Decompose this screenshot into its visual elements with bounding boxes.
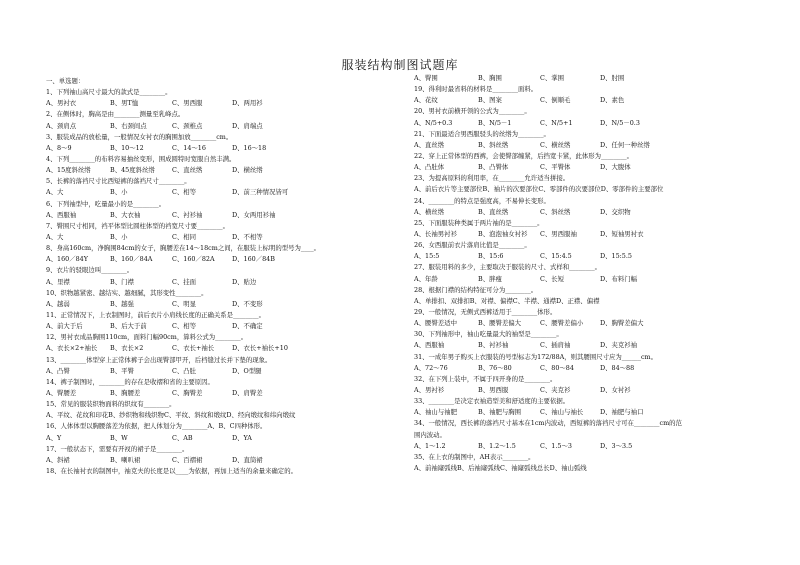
right-column [414,73,744,474]
answer-option: C、斜丝绺 [540,207,571,216]
answer-option: D、横丝绺 [232,166,263,175]
answer-option: D、160／84B [232,255,275,264]
answer-options [46,210,376,221]
answer-option: C、直丝绺 [172,166,203,175]
answer-option: C、腰臀差偏小 [540,319,584,328]
answer-option: D、不确定 [232,322,263,331]
answer-options [46,232,376,243]
answer-options [414,441,744,452]
answer-option: C、男西服袖 [540,229,577,238]
question-text: 7、臀围尺寸相同，裆平体型比圆柱体型的裆宽尺寸要________。 [46,221,230,230]
section-heading: 一、单选题： [46,77,85,85]
answer-option: D、交织物 [600,207,631,216]
answer-option: A、Y [46,433,62,442]
answer-option: C、掌围 [540,74,565,82]
answer-option: C、衬衫袖 [172,210,203,219]
answer-options [46,143,376,154]
answer-option: A、160／84Y [46,255,88,264]
question-text: 6、下列袖型中，吃量最小的是________。 [46,199,166,208]
answer-option: A、横丝绺 [414,207,445,216]
question-text: 23、为提高原料的利用率，在________允许适当拼接。 [414,174,570,183]
answer-option: A、大 [46,232,64,241]
answer-option: B、男西服 [478,385,509,394]
question-text: 32、在下列上装中，不属于四开身的是________。 [414,374,557,383]
question-text: 16、人体体型以胸腰落差为依据，把人体划分为________A、B、C四种体形。 [46,422,267,431]
question-text: A、平纹、花纹和印花B、纱织物和线织物C、平纹、斜纹和缎纹D、经向缎纹和纬向缎纹 [46,411,296,420]
answer-option: B、图案 [478,96,502,105]
answer-option: A、15度斜丝绺 [46,166,91,175]
answer-options [46,388,376,399]
answer-option: D、女两用衫袖 [232,210,276,219]
answer-option: B、平臀 [110,366,134,375]
answer-options [414,318,744,329]
answer-option: A、越弱 [46,299,70,308]
answer-option: C、15:4.5 [540,252,572,261]
answer-options [46,321,376,332]
answer-options [414,340,744,351]
answer-options [46,254,376,265]
answer-option: D、直筒裙 [232,455,263,464]
question-text: 26、女西服前衣片落肩比值是________。 [414,241,531,250]
answer-option: B、直丝绺 [478,207,509,216]
answer-option: A、N/5+0.3 [414,118,453,127]
answer-option: A、男衬衣 [46,99,77,108]
answer-option: B、45度斜丝绺 [110,166,155,175]
answer-option: C、相同 [172,232,197,241]
answer-option: B、胸腰差 [110,388,141,397]
answer-option: D、短袖男衬衣 [600,229,644,238]
answer-option: D、84～88 [600,363,635,372]
answer-options [46,165,376,176]
answer-option: C、1.5～3 [540,441,572,450]
question-text: A、前袖窿弧线B、后袖窿弧线C、袖窿弧线总长D、袖山弧线 [414,463,587,472]
answer-option: A、15:5 [414,252,440,261]
answer-option: B、越强 [110,299,134,308]
answer-options [414,407,744,418]
answer-option: C、袖山与袖长 [540,408,584,417]
question-text: 33、________是决定衣袖造型美和舒适度的主要依据。 [414,397,570,406]
answer-options [414,95,744,106]
question-text: 17、一般状态下，需要有开衩的裙子是________。 [46,444,189,453]
answer-option: D、15:5.5 [600,252,632,261]
answer-option: D、任何一种丝绺 [600,140,650,149]
answer-option: A、斜裙 [46,455,70,464]
question-text: 29、一般情况，无侧式西裤适用于________体形。 [414,307,557,316]
answer-option: D、贴边 [232,277,257,286]
answer-option: D、不相等 [232,232,263,241]
answer-option: D、N/5－0.3 [600,118,640,127]
answer-option: B、160／84A [110,255,153,264]
answer-option: D、16～18 [232,143,267,152]
answer-option: D、O型腿 [232,366,262,375]
answer-options [46,277,376,288]
question-text: 28、根据门襟的结构特征可分为________。 [414,285,538,294]
answer-option: A、男衬衫 [414,385,445,394]
answer-option: A、西服袖 [414,341,445,350]
answer-options [414,140,744,151]
answer-option: C、160／82A [172,255,215,264]
answer-option: C、相等 [172,188,197,197]
question-text: 24、________的特点是强度高，不易伸长变形。 [414,196,550,205]
answer-option: D、肘围 [600,74,625,82]
answer-option: A、前大于后 [46,322,83,331]
answer-option: C、明显 [172,299,197,308]
question-text: A、单排扣、双排扣B、对襟、偏襟C、半襟、通襟D、正襟、偏襟 [414,296,600,305]
answer-option: A、臀围 [414,74,438,82]
answer-option: B、袖肥与胸围 [478,408,522,417]
answer-option: B、15:6 [478,252,504,261]
answer-option: A、臀腰差 [46,388,77,397]
answer-option: D、大腹体 [600,163,631,172]
answer-option: B、凸臀体 [478,163,509,172]
answer-options [46,455,376,466]
answer-option: D、不变形 [232,299,263,308]
answer-option: D、肩端点 [232,121,263,130]
answer-option: B、1.2～1.5 [478,441,516,450]
answer-options [414,162,744,173]
answer-option: A、1～1.2 [414,441,446,450]
answer-option: C、倒顺毛 [540,96,571,105]
answer-option: C、插肩袖 [540,341,571,350]
answer-option: D、女衬衫 [600,385,631,394]
question-text: 2、在侧体时，胸高是由________测量至乳峰点。 [46,110,185,119]
question-text: A、前后衣片等主要部位B、袖片的次要部位C、零部件的次要部位D、零部件的主要部位 [414,185,664,194]
answer-option: D、前三种情况皆可 [232,188,289,197]
answer-option: B、10～12 [110,143,144,152]
answer-option: D、YA [232,433,252,442]
answer-option: A、花纹 [414,96,438,105]
answer-options [414,274,744,285]
answer-options [46,366,376,377]
answer-option: C、N/5+1 [540,118,573,127]
question-text: 27、服装用料的多少，主要取决于服装的尺寸、式样和________。 [414,263,602,272]
answer-option: B、76～80 [478,363,512,372]
answer-options [414,118,744,129]
answer-option: B、斜丝绺 [478,140,509,149]
question-text: 13、________体型穿上正常体裤子会出现臀部甲开，后档缝过长并下垫的现象。 [46,355,272,364]
answer-option: C、百褶裙 [172,455,203,464]
answer-option: B、小 [110,188,128,197]
answer-option: C、颈椎点 [172,121,203,130]
answer-option: D、肩臀差 [232,388,263,397]
answer-option: B、大衣袖 [110,210,141,219]
question-text: 3、服装成品的放松量，一般情况女衬衣的胸围加放________cm。 [46,132,233,141]
answer-option: B、胖瘦 [478,274,502,283]
question-text: 25、下面服装种类属于两片袖的是________。 [414,218,544,227]
answer-options [46,121,376,132]
answer-option: B、右颈间点 [110,121,147,130]
question-text: 21、下面最适合男西服驳头的丝绺为________。 [414,129,550,138]
answer-option: C、相等 [172,322,197,331]
answer-options [46,433,376,444]
question-text: 18、在长袖衬衣的制图中，袖克夫的长度是以____为依据，再加上适当的余量来确定的。 [46,466,297,475]
answer-option: A、袖山与袖肥 [414,408,457,417]
question-text: 15、常见的服装织物面料的织纹有________。 [46,400,176,409]
answer-options [414,229,744,240]
question-text: 4、下列________的布料容易抽丝变形，围成圆特时宽服自然丰满。 [46,154,236,163]
answer-option: C、14～16 [172,143,206,152]
left-column [46,76,376,477]
answer-options [414,73,744,84]
question-text: 9、衣片的驳眼边叫________。 [46,266,134,275]
answer-option: A、凸肚体 [414,163,445,172]
answer-option: B、男T恤 [110,99,139,108]
question-text: 20、男衬衣前横开领的公式为________。 [414,107,531,116]
answer-option: B、腰臀差偏大 [478,319,522,328]
answer-option: A、西服袖 [46,210,77,219]
answer-option: C、夹克衫 [540,385,571,394]
answer-options [46,343,376,354]
question-text: 31、一成年男子购买上衣服装的号型标志为172/88A，则其腰围尺寸应为______cm。 [414,352,657,361]
answer-option: C、男西服 [172,99,203,108]
answer-options [414,385,744,396]
answer-option: B、W [110,433,128,442]
answer-option: D、布料门幅 [600,274,638,283]
answer-option: B、衬衫袖 [478,341,509,350]
question-text: 34、一般情况，西长裤的落裆尺寸基本在1cm内波动，西短裤的落裆尺寸可在________cm的范 [414,419,682,428]
answer-option: D、素色 [600,96,625,105]
answer-option: D、夹克衫袖 [600,341,638,350]
answer-options [46,299,376,310]
answer-option: A、里襟 [46,277,70,286]
question-text: 5、长裤的落裆尺寸比西短裤的落裆尺寸________。 [46,177,191,186]
answer-option: C、横丝绺 [540,140,571,149]
answer-option: B、胸围 [478,74,502,82]
answer-option: C、衣长+袖长 [172,344,215,353]
answer-option: B、小 [110,232,128,241]
page-title: 服装结构制图试题库 [341,58,459,72]
answer-option: A、衣长×2+袖长 [46,344,98,353]
answer-option: B、喇叭裙 [110,455,141,464]
answer-option: B、N/5－1 [478,118,512,127]
question-text: 1、下列袖山高尺寸最大的款式是________。 [46,88,172,97]
answer-option: C、AB [172,433,193,442]
question-text: 22、穿上正常体型的西裤，会使臀部缠紧，后挡宽卡紧，此体形为________。 [414,151,634,160]
question-text: 14、裤子制图时，________的存在是收褶和省的主要原因。 [46,377,214,386]
question-text: 30、下列袖形中，袖山吃量最大的袖型是________。 [414,330,563,339]
answer-option: D、衣长+袖长+10 [232,344,288,353]
question-text: 10、织物越紧密、越结实、越细腻，其形变性________。 [46,288,208,297]
answer-option: C、挂面 [172,277,197,286]
answer-option: A、腰臀差适中 [414,319,457,328]
answer-option: B、衣长×2 [110,344,144,353]
question-text: 围内波动。 [414,430,446,439]
question-text: 35、在上衣的制图中，AH表示________。 [414,452,535,461]
answer-option: A、8～9 [46,143,72,152]
question-text: 12、男衬衣成品胸围110cm，面料门幅90cm，算料公式为________。 [46,333,248,342]
answer-option: A、大 [46,188,64,197]
answer-option: C、平臀体 [540,163,571,172]
answer-option: D、3～3.5 [600,441,633,450]
answer-option: A、长袖男衬衫 [414,229,457,238]
answer-option: A、72～76 [414,363,448,372]
answer-option: A、凸臀 [46,366,70,375]
question-text: 8、身高160cm，净胸围84cm的女子，胸腰差在14～18cm之间，在服装上标明的型号为____。 [46,244,321,253]
answer-option: A、年龄 [414,274,438,283]
answer-option: B、门襟 [110,277,134,286]
answer-options [414,363,744,374]
question-text: 11、正常情况下，上衣制图时，前后衣片小肩线长度的正确关系是________。 [46,310,266,319]
answer-option: C、80～84 [540,363,574,372]
answer-option: D、袖肥与袖口 [600,408,644,417]
answer-options [46,98,376,109]
answer-option: A、颈肩点 [46,121,77,130]
answer-option: A、直丝绺 [414,140,445,149]
answer-options [414,207,744,218]
answer-option: B、后大于前 [110,322,147,331]
answer-option: D、两用衫 [232,99,263,108]
answer-option: D、胸臀差偏大 [600,319,644,328]
answer-options [414,251,744,262]
answer-option: C、凸肚 [172,366,197,375]
answer-option: B、泡泡袖女衬衫 [478,229,528,238]
question-text: 19、得利时最省料的材料是________面料。 [414,85,538,94]
answer-options [46,187,376,198]
answer-option: C、长短 [540,274,565,283]
answer-option: C、胸臀差 [172,388,203,397]
